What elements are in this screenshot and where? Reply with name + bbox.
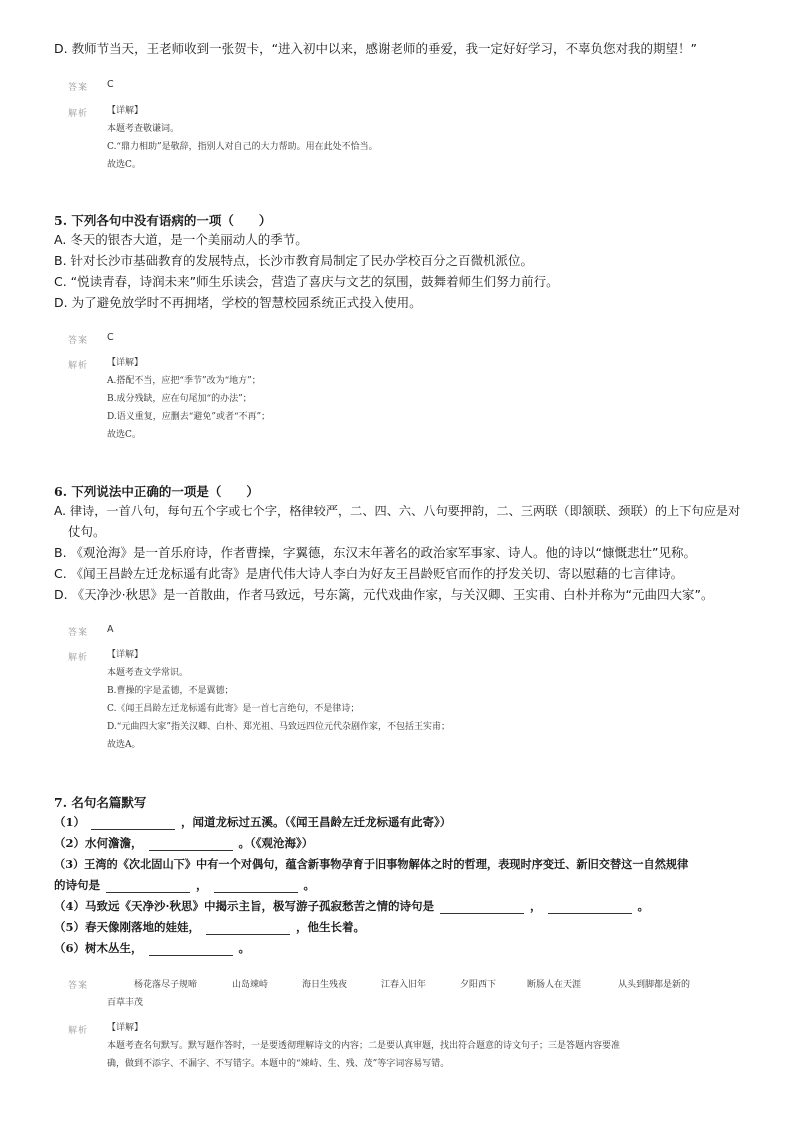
question-title: 5. 下列各句中没有语病的一项（ ）	[54, 213, 272, 228]
item-text: 马致远《天净沙·秋思》中揭示主旨，极写游子孤寂愁苦之情的诗句是	[85, 899, 435, 913]
answer-blank	[440, 901, 524, 914]
explanation-line: 故选C。	[107, 160, 141, 170]
option: C. “悦读青春，诗润未来”师生乐读会，营造了喜庆与文艺的氛围，鼓舞着师生们努力前行。	[54, 274, 559, 289]
fill-item-5	[54, 919, 365, 935]
fill-item-3	[54, 856, 688, 872]
answer-value: 断肠人在天涯	[527, 980, 582, 990]
item-text: 。	[637, 899, 650, 913]
answer-value: A	[107, 624, 114, 635]
explanation-label: 解析	[68, 109, 89, 119]
option: B. 《观沧海》是一首乐府诗，作者曹操，字翼德，东汉末年著名的政治家军事家、诗人。他的诗以“慷慨悲壮”见称。	[54, 545, 696, 560]
fill-item-3-cont: 的诗句是 ， 。	[54, 878, 315, 892]
explanation-line: 【详解】	[107, 106, 144, 116]
item-text: 春天像刚落地的娃娃，	[85, 920, 201, 934]
item-text: 。（《观沧海》）	[238, 836, 314, 850]
explanation-line: 故选A。	[107, 740, 141, 750]
explanation-label: 解析	[68, 361, 89, 371]
item-text: 。	[303, 878, 315, 892]
item-text: ，闻道龙标过五溪。（《闻王昌龄左迁龙标遥有此寄》）	[181, 815, 452, 829]
answer-value: 从头到脚都是新的	[618, 980, 691, 990]
answer-blank	[206, 922, 290, 935]
fill-item-2	[54, 835, 313, 851]
item-text: 树木丛生，	[85, 941, 143, 955]
explanation-line: C.《闻王昌龄左迁龙标遥有此寄》是一首七言绝句，不是律诗；	[107, 704, 360, 714]
option: A. 冬天的银杏大道，是一个美丽动人的季节。	[54, 232, 308, 247]
explanation-line: A.搭配不当，应把“季节”改为“地方”；	[107, 376, 261, 386]
explanation-line: 确，做到不添字、不漏字、不写错字。本题中的“竦峙、生、残、茂”等字词容易写错。	[107, 1059, 450, 1069]
explanation-line: B.成分残缺，应在句尾加“的办法”；	[107, 394, 252, 404]
question-title: 7. 名句名篇默写	[54, 795, 147, 810]
option: A. 律诗，一首八句，每句五个字或七个字，格律较严，二、四、六、八句要押韵，二、三两联（即颔联、颈联）的上下句应是对	[54, 504, 741, 518]
item-number: （4）	[54, 899, 86, 913]
answer-blank	[214, 880, 298, 893]
explanation-line: 【详解】	[107, 650, 144, 660]
answer-blank	[149, 943, 233, 956]
answer-blank	[548, 901, 632, 914]
answer-value: 百草丰茂	[107, 998, 144, 1008]
explanation-line: 本题考查文学常识。	[107, 668, 189, 678]
answer-blank	[91, 817, 175, 830]
item-number: （2）	[54, 836, 86, 850]
explanation-line: 故选C。	[107, 430, 141, 440]
explanation-line: D.语义重复，应删去“避免”或者“不再”；	[107, 412, 271, 422]
explanation-line: 【详解】	[107, 358, 144, 368]
answer-value: 杨花落尽子规啼	[134, 980, 198, 990]
explanation-line: 【详解】	[107, 1023, 144, 1033]
explanation-line: 本题考查名句默写。默写题作答时，一是要透彻理解诗文的内容；二是要认真审题，找出符合题意的诗文句子；三是答题内容要准	[107, 1041, 621, 1051]
fill-item-6	[54, 940, 250, 956]
explanation-label: 解析	[68, 1026, 89, 1036]
fill-item-1	[54, 814, 451, 830]
explanation-line: C.“鼎力相助”是敬辞，指别人对自己的大力帮助。用在此处不恰当。	[107, 142, 378, 152]
question-title: 6. 下列说法中正确的一项是（ ）	[54, 484, 259, 499]
answer-value: 夕阳西下	[460, 980, 497, 990]
fill-item-4: （4）马致远《天净沙·秋思》中揭示主旨，极写游子孤寂愁苦之情的诗句是 ， 。	[54, 899, 650, 913]
option: D. 《天净沙·秋思》是一首散曲，作者马致远，号东篱，元代戏曲作家，与关汉卿、王实甫、白朴并称为“元曲四大家”。	[54, 587, 714, 602]
answer-value: 海日生残夜	[302, 980, 348, 990]
answer-label: 答案	[68, 981, 89, 991]
answer-label: 答案	[68, 83, 89, 93]
explanation-line: B.曹操的字是孟德，不是翼德；	[107, 686, 234, 696]
item-number: （5）	[54, 920, 86, 934]
explanation-line: 本题考查敬谦词。	[107, 124, 180, 134]
answer-blank	[106, 880, 190, 893]
option: D. 为了避免放学时不再拥堵，学校的智慧校园系统正式投入使用。	[54, 295, 422, 310]
explanation-line: D.“元曲四大家”指关汉卿、白朴、郑光祖、马致远四位元代杂剧作家，不包括王实甫；	[107, 722, 450, 732]
explanation-label: 解析	[68, 653, 89, 663]
q4-option-d: D. 教师节当天，王老师收到一张贺卡，“进入初中以来，感谢老师的垂爱，我一定好好学习，不辜负您对我的期望！”	[54, 41, 698, 56]
item-text: 王湾的《次北固山下》中有一个对偶句，蕴含新事物孕育于旧事物解体之时的哲理，表现时序变迁、新旧交替这一自然规律	[84, 857, 689, 871]
item-text: 。	[238, 941, 251, 955]
option: B. 针对长沙市基础教育的发展特点，长沙市教育局制定了民办学校百分之百微机派位。	[54, 253, 534, 268]
answer-value: 山岛竦峙	[232, 980, 269, 990]
item-number: （3）	[54, 857, 85, 871]
answer-value: C	[107, 332, 114, 343]
answer-label: 答案	[68, 628, 89, 638]
option: C. 《闻王昌龄左迁龙标遥有此寄》是唐代伟大诗人李白为好友王昌龄贬官而作的抒发关切、寄以慰藉的七言律诗。	[54, 566, 684, 581]
option-continuation: 仗句。	[68, 524, 106, 539]
answer-value: C	[107, 79, 114, 90]
item-number: （6）	[54, 941, 86, 955]
answer-label: 答案	[68, 336, 89, 346]
answer-blank	[149, 838, 233, 851]
item-number: （1）	[54, 815, 86, 829]
answer-value: 江春入旧年	[381, 980, 427, 990]
item-text: ，他生长着。	[296, 920, 366, 934]
item-text: 的诗句是	[54, 878, 100, 892]
item-text: 水何澹澹，	[85, 836, 143, 850]
